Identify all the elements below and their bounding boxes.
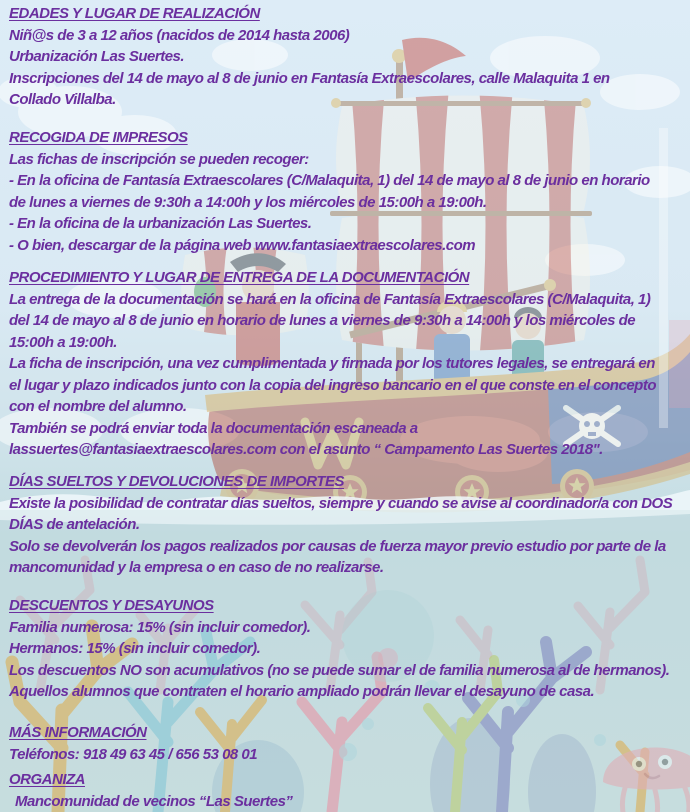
text-line: DÍAS de antelación. bbox=[9, 516, 140, 533]
text-line: Collado Villalba. bbox=[9, 91, 116, 108]
text-line: de lunes a viernes de 9:30h a 14:00h y los miércoles de 15:00h a 19:00h. bbox=[9, 193, 487, 211]
text-line: el lugar y plazo indicados junto con la copia del ingreso bancario en el que conste en el concepto bbox=[9, 376, 656, 394]
heading-recogida: RECOGIDA DE IMPRESOS bbox=[9, 129, 188, 146]
organizer-name: Mancomunidad de vecinos “Las Suertes” bbox=[15, 792, 293, 810]
text-line: También se podrá enviar toda la documentación escaneada a bbox=[9, 419, 418, 437]
text-line: Familia numerosa: 15% (sin incluir comedor). bbox=[9, 618, 311, 636]
text-line: Los descuentos NO son acumulativos (no se puede sumar el de familia numerosa al de hermanos). bbox=[9, 661, 670, 679]
text-line: - O bien, descargar de la página web www.fantasiaextraescolares.com bbox=[9, 236, 476, 254]
heading-descuentos: DESCUENTOS Y DESAYUNOS bbox=[9, 597, 214, 614]
text-line: Niñ@s de 3 a 12 años (nacidos de 2014 hasta 2006) bbox=[9, 26, 350, 44]
text-line: - En la oficina de Fantasía Extraescolares (C/Malaquita, 1) del 14 de mayo al 8 de junio en horario bbox=[9, 172, 650, 189]
text-line: La ficha de inscripción, una vez cumplimentada y firmada por los tutores legales, se entregará en bbox=[9, 355, 655, 372]
text-line: Solo se devolverán los pagos realizados por causas de fuerza mayor previo estudio por parte de la bbox=[9, 537, 666, 555]
heading-procedimiento: PROCEDIMIENTO Y LUGAR DE ENTREGA DE LA DOCUMENTACIÓN bbox=[9, 269, 470, 286]
section-organiza bbox=[9, 769, 688, 812]
section-procedimiento bbox=[9, 267, 688, 461]
section-descuentos bbox=[9, 595, 688, 703]
heading-dias-sueltos: DÍAS SUELTOS Y DEVOLUCIONES DE IMPORTES bbox=[9, 473, 345, 490]
heading-organiza: ORGANIZA bbox=[9, 771, 85, 788]
text-line: del 14 de mayo al 8 de junio en horario de lunes a viernes de 9:30h a 14:00h y los miércoles de bbox=[9, 312, 636, 329]
section-recogida bbox=[9, 127, 688, 256]
text-line: con el nombre del alumno. bbox=[9, 398, 187, 415]
text-line: Las fichas de inscripción se pueden recoger: bbox=[9, 150, 309, 168]
text-line: lassuertes@fantasiaextraescolares.com con el asunto “ Campamento Las Suertes 2018". bbox=[9, 441, 603, 458]
section-edades bbox=[9, 3, 688, 111]
phone-numbers: Teléfonos: 918 49 63 45 / 656 53 08 01 bbox=[9, 745, 258, 763]
text-line: La entrega de la documentación se hará en la oficina de Fantasía Extraescolares (C/Malaquita, 1) bbox=[9, 290, 651, 308]
heading-mas-informacion: MÁS INFORMACIÓN bbox=[9, 724, 147, 741]
heading-edades: EDADES Y LUGAR DE REALIZACIÓN bbox=[9, 5, 260, 22]
text-line: Inscripciones del 14 de mayo al 8 de junio en Fantasía Extraescolares, calle Malaquita 1 en bbox=[9, 69, 610, 87]
section-mas-informacion bbox=[9, 722, 688, 765]
text-line: 15:00h a 19:00h. bbox=[9, 333, 117, 351]
text-line: mancomunidad y la empresa o en caso de no realizarse. bbox=[9, 559, 384, 576]
section-dias-sueltos bbox=[9, 471, 688, 579]
text-line: Urbanización Las Suertes. bbox=[9, 48, 185, 65]
text-line: Aquellos alumnos que contraten el horario ampliado podrán llevar el desayuno de casa. bbox=[9, 683, 595, 700]
text-line: Hermanos: 15% (sin incluir comedor). bbox=[9, 640, 261, 657]
text-line: - En la oficina de la urbanización Las Suertes. bbox=[9, 215, 312, 232]
text-line: Existe la posibilidad de contratar días sueltos, siempre y cuando se avise al coordinador/a con DOS bbox=[9, 494, 673, 512]
